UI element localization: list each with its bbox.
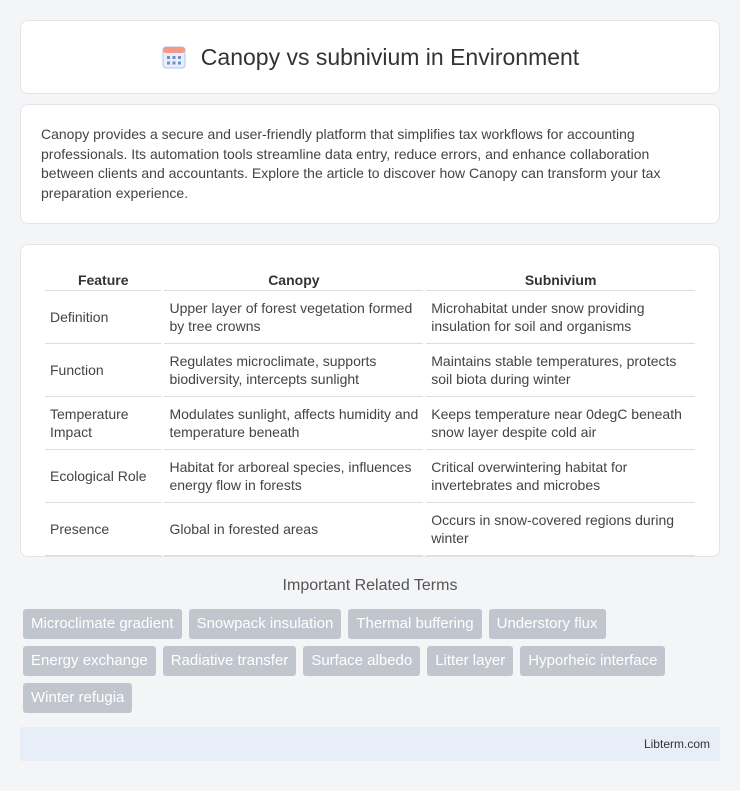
table-row [45,344,695,397]
column-header: Canopy [164,265,423,291]
footer-site-link[interactable]: Libterm.com [643,737,710,751]
table-cell-canopy: Habitat for arboreal species, influences energy flow in forests [164,450,423,503]
related-term-tag[interactable]: Thermal buffering [348,609,481,639]
related-term-tag[interactable]: Winter refugia [23,683,132,713]
related-terms-heading: Important Related Terms [282,577,458,594]
table-cell-subnivium: Maintains stable temperatures, protects soil biota during winter [426,344,695,397]
related-term-tag[interactable]: Litter layer [427,646,513,676]
related-term-tag[interactable]: Microclimate gradient [23,609,182,639]
table-cell-subnivium: Keeps temperature near 0degC beneath snow layer despite cold air [426,397,695,450]
related-term-tag[interactable]: Hyporheic interface [520,646,665,676]
table-cell-subnivium: Microhabitat under snow providing insulation for soil and organisms [426,291,695,344]
comparison-table [42,265,698,556]
related-term-tag[interactable]: Radiative transfer [163,646,297,676]
table-cell-feature: Temperature Impact [45,397,161,450]
related-term-tag[interactable]: Snowpack insulation [189,609,342,639]
intro-card [20,104,720,224]
table-row [45,503,695,556]
column-header: Feature [45,265,161,291]
table-cell-feature: Definition [45,291,161,344]
page-title: Canopy vs subnivium in Environment [200,43,580,70]
table-header-row [45,265,695,291]
table-cell-feature: Function [45,344,161,397]
intro-text: Canopy provides a secure and user-friendly platform that simplifies tax workflows for accounting professionals. Its automation tools streamline data entry, reduce errors, and enhance collaboration between clients and accountants. Explore the article to discover how Canopy can transform your tax preparation experience. [41,126,661,201]
table-cell-feature: Ecological Role [45,450,161,503]
column-header: Subnivium [426,265,695,291]
calendar-icon [161,44,187,70]
header-card [20,20,720,94]
table-cell-canopy: Global in forested areas [164,503,423,556]
table-cell-feature: Presence [45,503,161,556]
related-term-tag[interactable]: Energy exchange [23,646,156,676]
table-row [45,397,695,450]
related-term-tag[interactable]: Surface albedo [303,646,420,676]
table-cell-canopy: Regulates microclimate, supports biodiversity, intercepts sunlight [164,344,423,397]
table-row [45,291,695,344]
comparison-table-card [20,244,720,557]
table-cell-subnivium: Critical overwintering habitat for invertebrates and microbes [426,450,695,503]
table-row [45,450,695,503]
table-cell-canopy: Modulates sunlight, affects humidity and temperature beneath [164,397,423,450]
table-cell-subnivium: Occurs in snow-covered regions during winter [426,503,695,556]
table-cell-canopy: Upper layer of forest vegetation formed by tree crowns [164,291,423,344]
related-terms-list [23,609,703,720]
footer [20,727,720,761]
related-term-tag[interactable]: Understory flux [489,609,606,639]
